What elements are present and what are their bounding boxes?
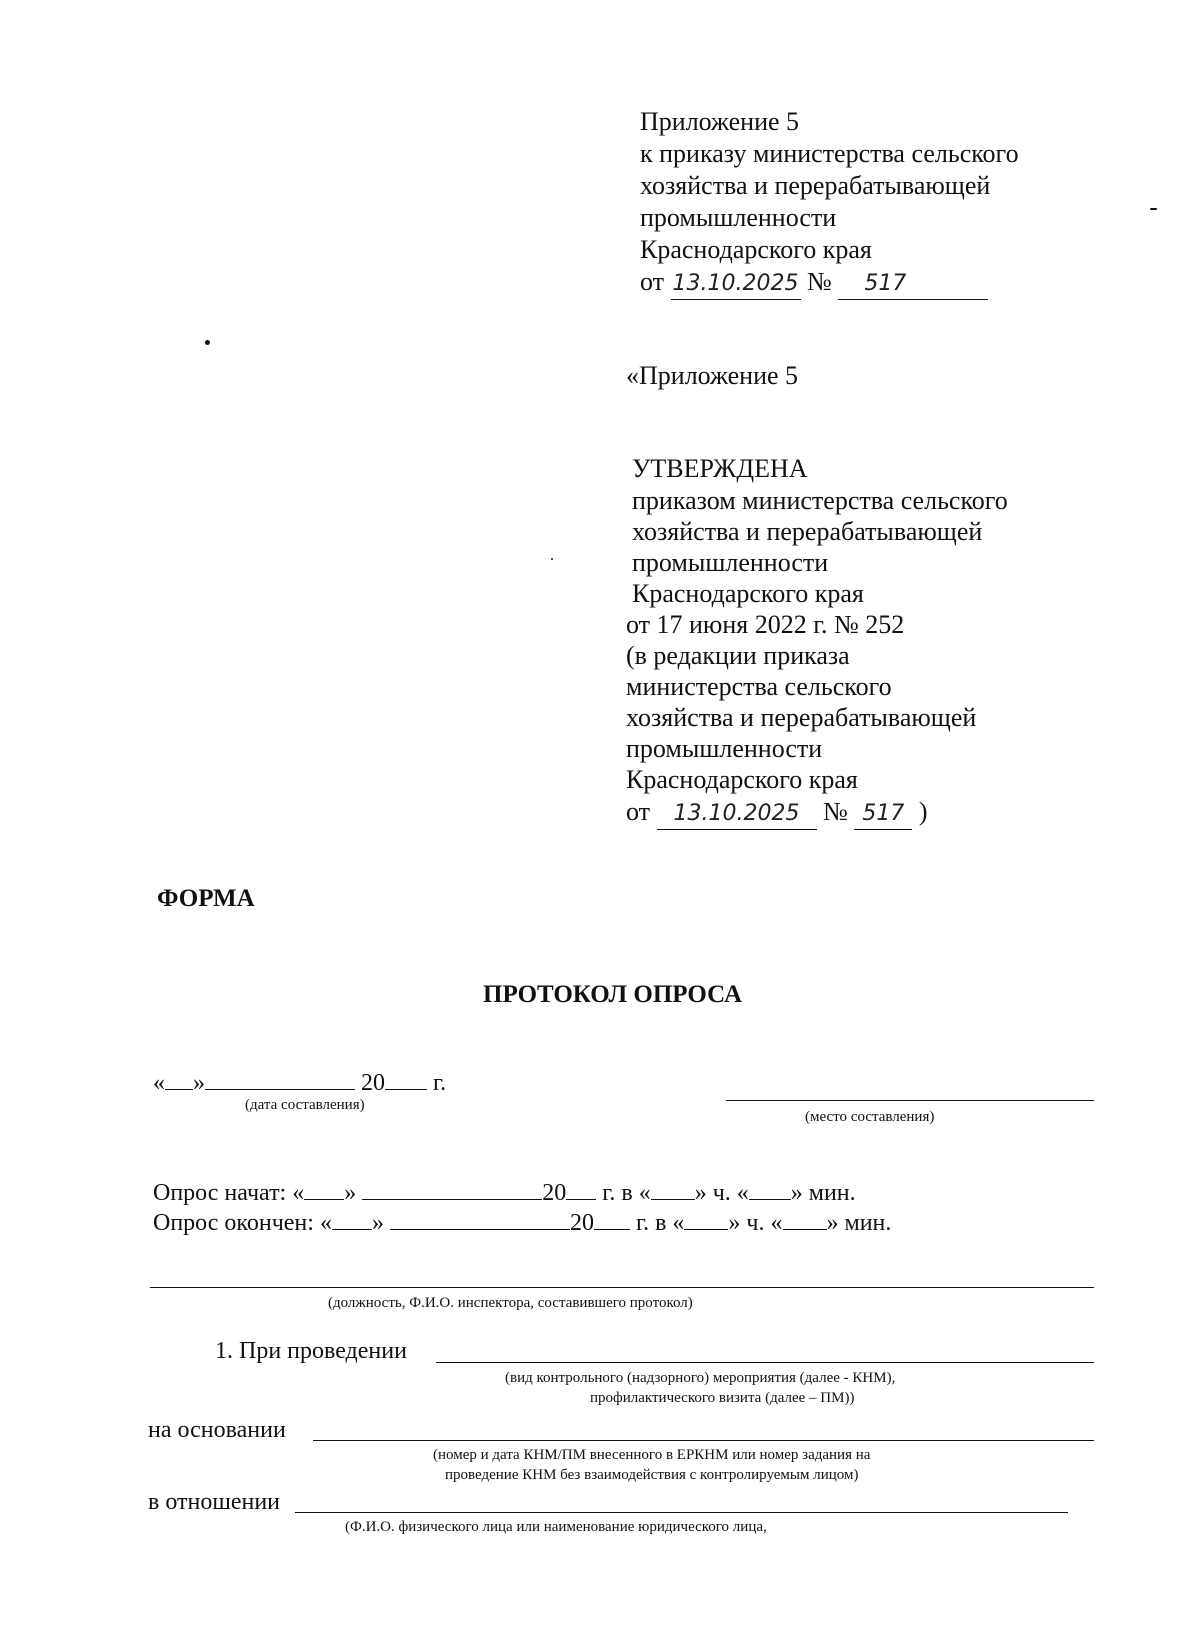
place-caption: (место составления) xyxy=(805,1109,935,1125)
basis-label: на основании xyxy=(148,1417,286,1443)
basis-caption: проведение КНМ без взаимодействия с контролируемым лицом) xyxy=(445,1467,859,1483)
approval-line: хозяйства и перерабатывающей xyxy=(626,703,977,732)
regarding-blank[interactable] xyxy=(295,1512,1068,1513)
end-month-blank[interactable] xyxy=(390,1229,570,1230)
number-label: № xyxy=(807,267,832,296)
item1-label: 1. При проведении xyxy=(215,1338,407,1364)
end-minute-blank[interactable] xyxy=(783,1229,827,1230)
start-month-blank[interactable] xyxy=(362,1199,542,1200)
regarding-label: в отношении xyxy=(148,1489,281,1515)
place-blank[interactable] xyxy=(726,1100,1094,1101)
approval-line: Краснодарского края xyxy=(632,579,864,608)
approval-line: промышленности xyxy=(626,734,823,763)
approval-line: (в редакции приказа xyxy=(626,641,850,670)
approval-line: Краснодарского края xyxy=(626,765,858,794)
appendix-header-order-line xyxy=(640,266,988,300)
month-blank[interactable] xyxy=(205,1089,355,1090)
end-hour-blank[interactable] xyxy=(684,1229,728,1230)
appendix-repeat: «Приложение 5 xyxy=(626,361,799,390)
inspector-blank[interactable] xyxy=(150,1287,1094,1288)
end-day-blank[interactable] xyxy=(332,1229,372,1230)
interview-start-line: Опрос начат: « » 20 г. в « » ч. « » мин. xyxy=(153,1180,856,1206)
start-year-blank[interactable] xyxy=(566,1199,596,1200)
scan-speck xyxy=(551,558,553,560)
scan-speck xyxy=(1150,208,1157,210)
item1-caption: (вид контрольного (надзорного) мероприятия (далее - КНМ), xyxy=(505,1370,896,1386)
approval-line: промышленности xyxy=(632,548,829,577)
item1-caption: профилактического визита (далее – ПМ)) xyxy=(590,1390,855,1406)
item1-blank[interactable] xyxy=(436,1362,1094,1363)
appendix-header-line: к приказу министерства сельского xyxy=(640,139,1019,168)
approval-line: хозяйства и перерабатывающей xyxy=(632,517,983,546)
inspector-caption: (должность, Ф.И.О. инспектора, составившего протокол) xyxy=(328,1295,693,1311)
appendix-header-line: хозяйства и перерабатывающей xyxy=(640,171,991,200)
date-caption: (дата составления) xyxy=(245,1097,365,1113)
handwritten-number: 517 xyxy=(838,268,988,300)
appendix-header-line: промышленности xyxy=(640,203,837,232)
day-blank[interactable] xyxy=(165,1089,193,1090)
approval-line: от 17 июня 2022 г. № 252 xyxy=(626,610,905,639)
start-minute-blank[interactable] xyxy=(749,1199,791,1200)
year-blank[interactable] xyxy=(385,1089,427,1090)
end-year-blank[interactable] xyxy=(594,1229,630,1230)
handwritten-date: 13.10.2025 xyxy=(657,798,817,830)
number-label: № xyxy=(823,797,848,826)
closing-paren: ) xyxy=(918,797,928,826)
approval-order-line xyxy=(626,796,928,830)
basis-blank[interactable] xyxy=(313,1440,1094,1441)
date-field: « » 20 г. xyxy=(153,1070,447,1096)
form-label: ФОРМА xyxy=(157,885,255,912)
document-title: ПРОТОКОЛ ОПРОСА xyxy=(483,981,743,1008)
start-hour-blank[interactable] xyxy=(651,1199,695,1200)
scan-speck xyxy=(205,340,210,345)
from-label: от xyxy=(626,797,651,826)
approval-line: министерства сельского xyxy=(626,672,892,701)
basis-caption: (номер и дата КНМ/ПМ внесенного в ЕРКНМ или номер задания на xyxy=(433,1447,871,1463)
handwritten-date: 13.10.2025 xyxy=(671,268,801,300)
interview-end-line: Опрос окончен: « » 20 г. в « » ч. « » мин. xyxy=(153,1210,892,1236)
approval-title: УТВЕРЖДЕНА xyxy=(632,454,808,483)
start-day-blank[interactable] xyxy=(304,1199,344,1200)
appendix-header-line: Приложение 5 xyxy=(640,107,800,136)
appendix-header-line: Краснодарского края xyxy=(640,235,872,264)
regarding-caption: (Ф.И.О. физического лица или наименование юридического лица, xyxy=(345,1519,767,1535)
approval-line: приказом министерства сельского xyxy=(632,486,1008,515)
handwritten-number: 517 xyxy=(854,798,912,830)
from-label: от xyxy=(640,267,665,296)
